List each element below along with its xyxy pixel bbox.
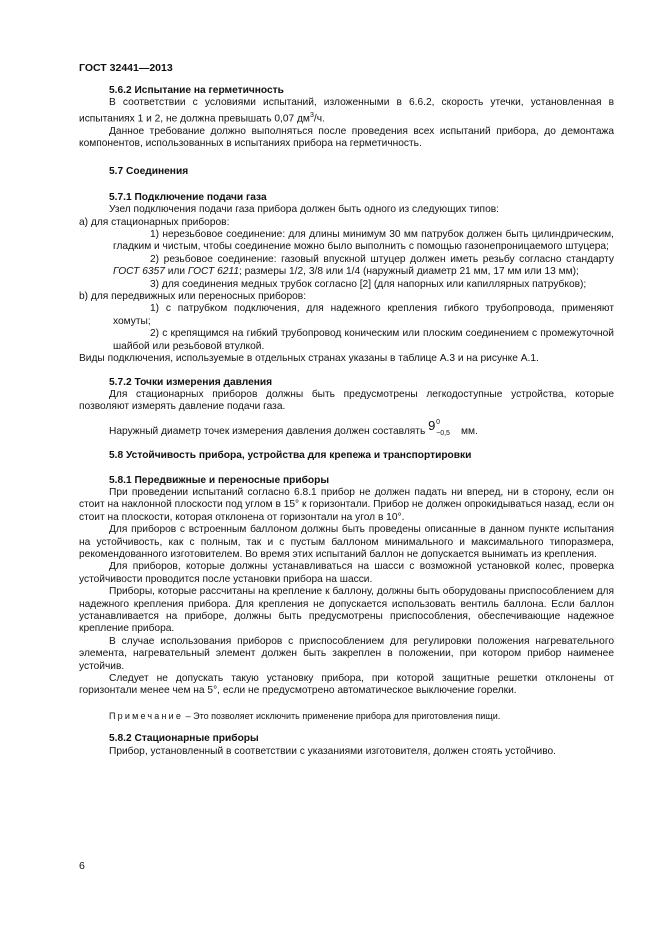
paragraph: Для приборов с встроенным баллоном должны быть проведены описанные в данном пункте испытания на устойчивость, как с полным, так и с пустым баллоном минимального и максимального типоразмера, рекомендованного изготовителем. Во время этих испытаний баллон не допускается вынимать из крепления. bbox=[79, 524, 614, 560]
paragraph: Для приборов, которые должны устанавливаться на шасси с возможной установкой колес, проверка устойчивости проводится после установки прибора на шасси. bbox=[79, 561, 614, 585]
list-item: 2) с крепящимся на гибкий трубопровод коническим или плоским соединением с промежуточной шайбой или резьбовой втулкой. bbox=[113, 328, 614, 352]
section-5-8-1-title: 5.8.1 Передвижные и переносные приборы bbox=[109, 474, 330, 486]
paragraph: Виды подключения, используемые в отдельных странах указаны в таблице А.3 и на рисунке А.1. bbox=[79, 353, 539, 365]
paragraph: Данное требование должно выполняться после проведения всех испытаний прибора, до демонтажа компонентов, использованных в испытаниях прибора на герметичность. bbox=[79, 125, 614, 150]
paragraph: Для стационарных приборов должны быть предусмотрены легкодоступные устройства, которые позволяют измерять давление подачи газа. bbox=[79, 388, 614, 413]
paragraph: Наружный диаметр точек измерения давления должен составлять 9 0 −0,5 мм. bbox=[109, 417, 478, 437]
paragraph: Прибор, установленный в соответствии с указаниями изготовителя, должен стоять устойчиво. bbox=[109, 745, 556, 757]
section-5-7-title: 5.7 Соединения bbox=[109, 166, 189, 178]
list-item: 1) нерезьбовое соединение: для длины минимум 30 мм патрубок должен быть цилиндрическим, гладким и чистым, чтобы соединение можно было выполнить с помощью газонепроницаемого штуцера; bbox=[113, 229, 614, 253]
paragraph: В соответствии с условиями испытаний, изложенными в 6.6.2, скорость утечки, установленная в испытаниях 1 и 2, не должна превышать 0,07 $дм^3/ч$. bbox=[79, 97, 614, 125]
list-item: 3) для соединения медных трубок согласно [2] (для напорных или капиллярных патрубков); bbox=[150, 278, 587, 290]
section-5-7-1-title: 5.7.1 Подключение подачи газа bbox=[109, 191, 267, 203]
section-5-8-title: 5.8 Устойчивость прибора, устройства для крепежа и транспортировки bbox=[109, 450, 472, 462]
list-item: b) для передвижных или переносных приборов: bbox=[79, 291, 307, 303]
tolerance-value: 9 0 −0,5 bbox=[428, 417, 450, 437]
paragraph: Узел подключения подачи газа прибора должен быть одного из следующих типов: bbox=[109, 204, 499, 216]
paragraph: В случае использования приборов с приспособлением для регулировки положения нагревательного элемента, нагревательный элемент должен быть закреплен в положении, при котором прибор наименее устойчив. bbox=[79, 635, 614, 672]
document-body bbox=[79, 85, 614, 758]
section-5-8-2-title: 5.8.2 Стационарные приборы bbox=[109, 733, 259, 745]
list-item: 1) с патрубком подключения, для надежного крепления гибкого трубопровода, применяют хомуты; bbox=[113, 303, 614, 327]
page-number: 6 bbox=[79, 860, 85, 872]
paragraph: Следует не допускать такую установку прибора, при которой защитные решетки отклонены от горизонтали менее чем на 5°, если не предусмотрено автоматическое выключение горелки. bbox=[79, 673, 614, 697]
note: Примечание – Это позволяет исключить применение прибора для приготовления пищи. bbox=[109, 710, 501, 721]
section-5-7-2-title: 5.7.2 Точки измерения давления bbox=[109, 376, 273, 388]
paragraph: При проведении испытаний согласно 6.8.1 прибор не должен падать ни вперед, ни в сторону, если он стоит на наклонной плоскости под углом в 15° к горизонтали. Прибор не должен опрокидываться назад, если он стоит на плоскости, которая отклонена от горизонтали на угол в 10°. bbox=[79, 486, 614, 523]
paragraph: Приборы, которые рассчитаны на крепление к баллону, должны быть оборудованы приспособлением для надежного крепления прибора. Для крепления не допускается использовать вентиль баллона. Если баллон устанавливается на приборе, должны быть предусмотрены приспособления, обеспечивающие надежное крепление прибора. bbox=[79, 586, 614, 635]
document-header: ГОСТ 32441—2013 bbox=[79, 62, 173, 74]
list-item: 2) резьбовое соединение: газовый впускной штуцер должен иметь резьбу согласно стандарту ГОСТ 6357 или ГОСТ 6211; размеры 1/2, 3/8 или 1/4 (наружный диаметр 21 мм, 17 мм или 13 мм); bbox=[113, 253, 614, 278]
list-item: а) для стационарных приборов: bbox=[79, 216, 230, 228]
section-5-6-2-title: 5.6.2 Испытание на герметичность bbox=[109, 85, 284, 96]
